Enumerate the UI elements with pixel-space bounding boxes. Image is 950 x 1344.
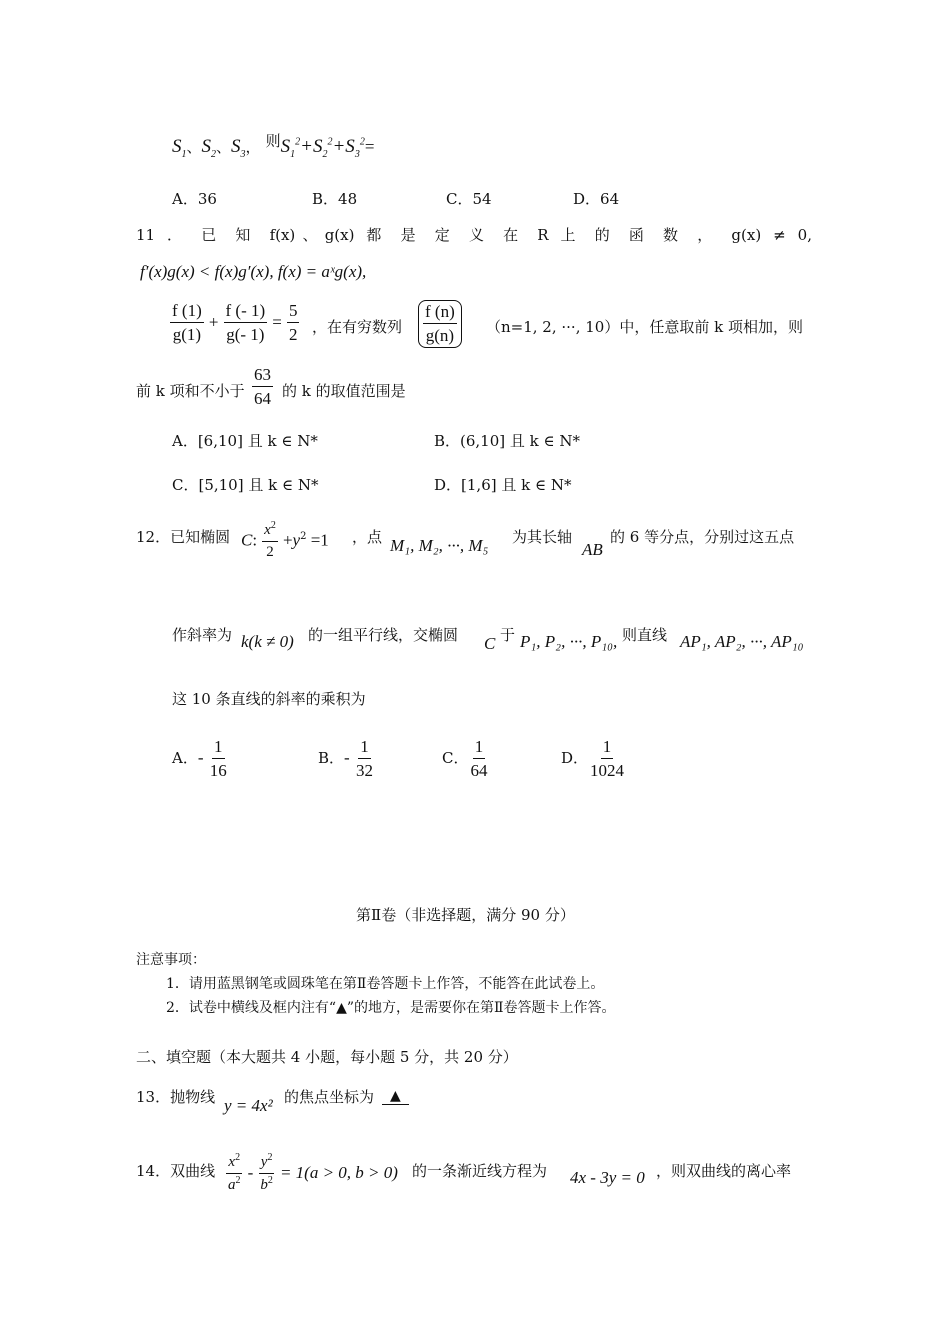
q12-option-b: B．- $\frac{1}{32}$ bbox=[318, 737, 373, 781]
note-2: 2．试卷中横线及框内注有“▲”的地方，是需要你在第Ⅱ卷答题卡上作答。 bbox=[166, 1000, 616, 1016]
q10-line: $S_1$、$S_2$、$S_3$， 则$S_1^2+S_2^2+S_3^2=$ bbox=[172, 132, 375, 160]
answer-triangle-icon: ▲ bbox=[382, 1088, 409, 1105]
notes-title: 注意事项： bbox=[136, 952, 206, 968]
q14-asymptote: 4x - 3y = 0 bbox=[570, 1168, 645, 1187]
q10-option-a: A．36 bbox=[172, 190, 217, 208]
note-1: 1．请用蓝黑钢笔或圆珠笔在第Ⅱ卷答题卡上作答，不能答在此试卷上。 bbox=[166, 976, 605, 992]
q12-line3: 这 10 条直线的斜率的乘积为 bbox=[172, 690, 366, 708]
q12-ellipse-equation: C: $\frac{x^2}{2}$ $+y^2 =1$ bbox=[241, 520, 329, 560]
q10-option-b: B．48 bbox=[312, 190, 358, 208]
q12-line1-tail: 的 6 等分点，分别过这五点 bbox=[610, 528, 795, 546]
q13-equation: y = 4x² bbox=[224, 1096, 273, 1115]
q11-option-d: D．[1,6] 且 k ∈ N* bbox=[434, 476, 572, 494]
q10-option-c: C．54 bbox=[446, 190, 492, 208]
q12-option-c: C． $\frac{1}{64}$ bbox=[442, 737, 488, 781]
q12-then: 则直线 bbox=[622, 626, 668, 644]
q12-line1-mid: ，点 bbox=[352, 528, 383, 546]
q12-line2-pre: 作斜率为 bbox=[172, 626, 233, 644]
q12-line2-mid: 的一组平行线，交椭圆 bbox=[308, 626, 459, 644]
q14-pre: 14．双曲线 bbox=[136, 1162, 216, 1180]
q14-hyperbola-equation: $\frac{x^2}{a^2}$ - $\frac{y^2}{b^2}$ = 1(a > 0, b > 0) bbox=[228, 1152, 398, 1193]
q11-text-seq: ，在有穷数列 bbox=[312, 318, 403, 336]
q14-post: ，则双曲线的离心率 bbox=[656, 1162, 792, 1180]
q11-option-b: B．(6,10] 且 k ∈ N* bbox=[434, 432, 581, 450]
q12-yu: 于 bbox=[500, 626, 516, 644]
q11-line4-post: 的 k 的取值范围是 bbox=[282, 382, 406, 400]
q11-sum-expression: $\frac{f (1)}{g(1)}$ + $\frac{f (- 1)}{g(- 1)}$ = $\frac{5}{2}$ bbox=[172, 301, 298, 345]
q12-line1-pre: 12．已知椭圆 bbox=[136, 528, 231, 546]
q11-fraction-63-64: $\frac{63}{64}$ bbox=[254, 365, 271, 409]
q12-lines-ap: AP₁, AP₂, ···, AP₁₀ bbox=[680, 632, 804, 651]
q12-points-p: P₁, P₂, ···, P₁₀, bbox=[520, 632, 618, 651]
q11-condition: f′(x)g(x) < f(x)g′(x), f(x) = aˣg(x), bbox=[140, 262, 367, 281]
q12-ab: AB bbox=[582, 540, 603, 559]
q11-sequence: $\frac{f (n)}{g(n)}$ bbox=[418, 300, 462, 348]
q11-option-c: C．[5,10] 且 k ∈ N* bbox=[172, 476, 319, 494]
q11-line3-tail: （n=1, 2, ···, 10）中，任意取前 k 项相加，则 bbox=[486, 318, 803, 336]
q12-points-m: M₁, M₂, ···, M₅ bbox=[390, 536, 489, 555]
q13-pre: 13．抛物线 bbox=[136, 1088, 216, 1106]
q14-mid: 的一条渐近线方程为 bbox=[412, 1162, 548, 1180]
q12-c: C bbox=[484, 634, 496, 653]
q12-line1-post: 为其长轴 bbox=[512, 528, 573, 546]
q11-intro: 11 ． 已 知 f(x)、g(x) 都 是 定 义 在 R 上 的 函 数 ， g(x) ≠ 0, bbox=[136, 226, 812, 244]
q13-post: 的焦点坐标为 bbox=[284, 1088, 375, 1106]
q12-option-d: D． $\frac{1}{1024}$ bbox=[561, 737, 625, 781]
q10-option-d: D．64 bbox=[573, 190, 620, 208]
section-fill-in: 二、填空题（本大题共 4 小题，每小题 5 分，共 20 分） bbox=[136, 1048, 518, 1066]
q11-line4-pre: 前 k 项和不小于 bbox=[136, 382, 245, 400]
q11-option-a: A．[6,10] 且 k ∈ N* bbox=[172, 432, 318, 450]
q12-slope: k(k ≠ 0) bbox=[241, 632, 294, 651]
q13-answer-blank bbox=[382, 1086, 409, 1105]
part2-title: 第Ⅱ卷（非选择题，满分 90 分） bbox=[356, 906, 575, 924]
q12-option-a: A．- $\frac{1}{16}$ bbox=[172, 737, 227, 781]
